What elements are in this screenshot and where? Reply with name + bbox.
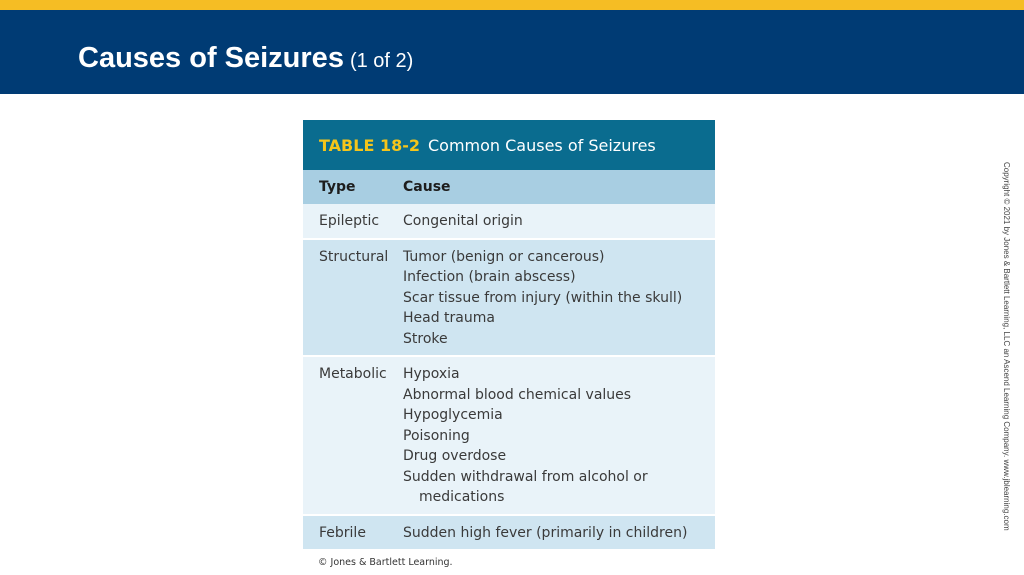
cause-item: Head trauma <box>403 310 495 326</box>
row-causes <box>403 357 715 514</box>
cause-item: Poisoning <box>403 427 470 444</box>
table-title-bar <box>303 120 715 170</box>
table-row-metabolic <box>303 355 715 514</box>
causes-table <box>303 120 715 568</box>
cause-item: Abnormal blood chemical values <box>403 386 632 403</box>
cause-item: Sudden high fever (primarily in children) <box>403 524 688 541</box>
table-name: Common Causes of Seizures <box>427 135 656 155</box>
table-row-structural <box>303 238 715 356</box>
table-number: TABLE 18-2 <box>319 135 420 155</box>
cause-item: Congenital origin <box>403 213 523 229</box>
cause-item: Stroke <box>403 330 448 347</box>
row-causes <box>403 204 715 238</box>
row-type: Metabolic <box>319 366 387 382</box>
cause-item: Hypoxia <box>403 366 460 382</box>
header-type: Type <box>319 179 356 195</box>
row-type: Structural <box>319 248 389 265</box>
copyright-notice: Copyright © 2021 by Jones & Bartlett Learning, LLC an Ascend Learning Company. www.jblearning.com <box>1002 162 1011 531</box>
table-header-row <box>303 170 715 204</box>
slide-title-text: Causes of Seizures <box>78 42 344 74</box>
table-row-epileptic <box>303 204 715 238</box>
header-cause: Cause <box>403 179 451 195</box>
cause-item: Scar tissue from injury (within the skull) <box>403 289 683 306</box>
row-causes <box>403 516 715 550</box>
table-credit: © Jones & Bartlett Learning. <box>318 557 453 568</box>
cause-item: Infection (brain abscess) <box>403 269 576 285</box>
table-row-febrile <box>303 514 715 550</box>
cause-item: Hypoglycemia <box>403 407 503 423</box>
cause-item: Sudden withdrawal from alcohol or <box>403 468 648 485</box>
cause-item: Tumor (benign or cancerous) <box>403 248 605 265</box>
row-type: Febrile <box>319 524 366 541</box>
cause-item-continuation: medications <box>419 489 505 505</box>
slide-subtitle: (1 of 2) <box>349 50 414 72</box>
slide-header <box>0 10 1024 94</box>
slide-title <box>78 42 413 75</box>
cause-item: Drug overdose <box>403 448 507 464</box>
top-accent-bar <box>0 0 1024 10</box>
row-type: Epileptic <box>319 213 380 229</box>
row-causes <box>403 240 715 356</box>
